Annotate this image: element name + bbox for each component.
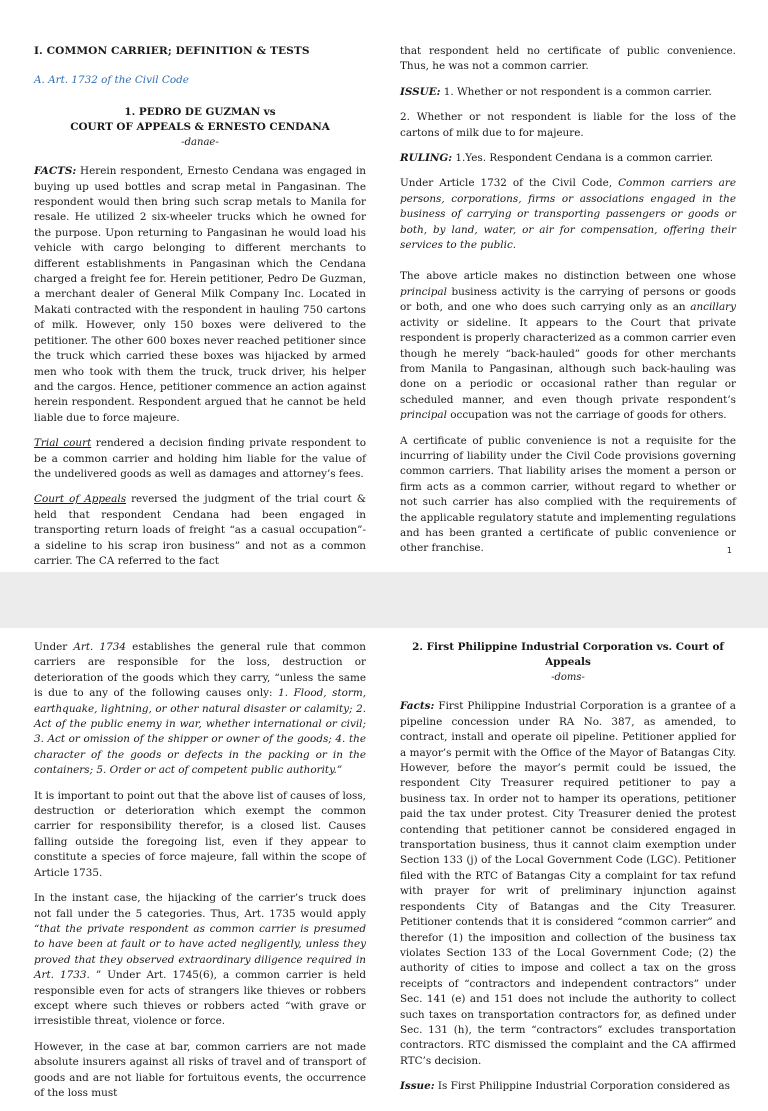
facts-text: First Philippine Industrial Corporation is a grantee of a pipeline concession under RA No. 387, as amended, to contract, install and operate oil pipeline. Petitioner applied for a mayor’s permit with the Office of the Mayor of Batangas City. However, before the mayor’s permit could be issued, the respondent City Treasurer required petitioner to pay a business tax. In order not to hamper its operations, petitioner paid the tax under protest. City Treasurer denied the protest contending that petitioner cannot be considered engaged in transportation business, thus it cannot claim exemption under Section 133 (j) of the Local Government Code (LGC). Petitioner filed with the RTC of Batangas City a complaint for tax refund with prayer for writ of preliminary injunction against respondents City of Batangas and the City Treasurer. Petitioner contends that it is considered “common carrier” and therefor (1) the imposition and collection of the business tax violates Section 133 of the Local Government Code; (2) the authority of cities to impose and collect a tax on the gross receipts of “contractors and independent contractors” under Sec. 141 (e) and 151 does not include the authority to collect such taxes on transportation contractors for, as defined under Sec. 131 (h), the term “contractors” excludes transportation contractors. RTC dismissed the complaint and the CA affirmed RTC’s decision. <box>400 700 736 1067</box>
page2-right-column <box>400 640 736 1105</box>
case-title-line1: 1. PEDRO DE GUZMAN vs <box>124 105 276 118</box>
page1-left-column <box>34 44 366 579</box>
text-span: In the instant case, the hijacking of the carrier’s truck does not fall under the 5 categories. Thus, Art. 1735 would apply <box>34 892 366 920</box>
ruling-label: RULING: <box>400 152 453 165</box>
facts-label: FACTS: <box>34 165 77 178</box>
art-1734-paragraph <box>34 640 366 779</box>
trial-court-text: rendered a decision finding private respondent to be a common carrier and holding him liable for the value of the undelivered goods as well as damages and attorney’s fees. <box>34 437 366 480</box>
italic-term: ancillary <box>690 301 736 314</box>
ruling-text: 1.Yes. Respondent Cendana is a common carrier. <box>452 152 714 165</box>
text-span: The above article makes no distinction between one whose <box>400 270 736 283</box>
italic-term: Art. 1734 <box>73 641 126 653</box>
ruling <box>400 151 736 166</box>
ca-label: Court of Appeals <box>34 493 127 506</box>
issue-1 <box>400 85 736 100</box>
section-heading: I. COMMON CARRIER; DEFINITION & TESTS <box>34 45 310 57</box>
document-page-2 <box>0 628 768 1099</box>
case-title-line1: 2. First Philippine Industrial Corporation vs. Court of <box>412 641 724 653</box>
italic-term: principal <box>400 409 447 422</box>
however-paragraph: However, in the case at bar, common carriers are not made absolute insurers against all risks of travel and of transport of goods and are not liable for fortuitous events, the occurrence of the loss must <box>34 1040 366 1099</box>
issue-1-text: 1. Whether or not respondent is a common carrier. <box>440 85 712 98</box>
page2-left-column <box>34 640 366 1111</box>
page1-right-column <box>400 44 736 598</box>
case-byline: -danae- <box>181 136 219 148</box>
italic-quote: “that the private respondent as common carrier is presumed to have been at fault or to have acted negligently, unless they proved that they observed extraordinary diligence required in Art. 1733. <box>34 922 366 982</box>
text-span: establishes the general rule that common carriers are responsible for the loss, destruction or deterioration of the goods which they carry, “unless the same is due to any of the following causes only: <box>34 641 366 700</box>
facts-label: Facts: <box>400 700 435 713</box>
facts-paragraph <box>34 164 366 426</box>
issue-paragraph <box>400 1079 736 1094</box>
italic-term: principal <box>400 285 447 298</box>
text-span: business activity is the carrying of persons or goods or both, and one who does such carrying only as an <box>400 285 736 314</box>
page-gap <box>0 572 768 628</box>
facts-text: Herein respondent, Ernesto Cendana was engaged in buying up used bottles and scrap metal in Pangasinan. The respondent would then bring such scrap metals to Manila for resale. He utilized 2 six-wheeler trucks which he owned for the purpose. Upon returning to Pangasinan he would load his vehicle with cargo belonging to different merchants to different establishments in Pangasinan which the Cendana charged a freight fee for. Herein petitioner, Pedro De Guzman, a merchant dealer of General Milk Company Inc. Located in Makati contracted with the respondent in hauling 750 cartons of milk. However, only 150 boxes were delivered to the petitioner. The other 600 boxes never reached petitioner since the truck which carried these boxes was hijacked by armed men who took with them the truck, truck driver, his helper and the cargos. Hence, petitioner commence an action against herein respondent. Respondent argued that he cannot be held liable due to force majeure. <box>34 165 366 424</box>
italic-quote: 1. Flood, storm, earthquake, lightning, or other natural disaster or calamity; 2. Act of the public enemy in war, whether international or civil; 3. Act or omission of the shipper or owner of the goods; 4. the character of the goods or defects in the packing or in the containers; 5. Order or act of competent public authority.” <box>34 687 367 777</box>
court-of-appeals-paragraph <box>34 492 366 569</box>
case-byline: -doms- <box>551 672 585 683</box>
instant-case-paragraph <box>34 891 366 1030</box>
trial-court-paragraph <box>34 436 366 482</box>
closed-list-paragraph: It is important to point out that the above list of causes of loss, destruction or deterioration which exempt the common carrier for responsibility therefor, is a closed list. Causes falling outside the foregoing list, even if they appear to constitute a species of force majeure, fall within the scope of Article 1735. <box>34 789 366 879</box>
text-span: Under <box>34 641 74 653</box>
subsection-heading: A. Art. 1732 of the Civil Code <box>34 74 189 87</box>
text-span: activity or sideline. It appears to the Court that private respondent is properly characterized as a common carrier even though he merely “back-hauled” goods for other merchants from Manila to Pangasinan, although such back-hauling was done on a periodic or occasional rather than regular or scheduled manner, and even though private respondent’s <box>400 316 736 406</box>
issue-2: 2. Whether or not respondent is liable for the loss of the cartons of milk due to for majeure. <box>400 111 736 139</box>
issue-label: ISSUE: <box>400 85 441 98</box>
certificate-paragraph: A certificate of public convenience is not a requisite for the incurring of liability under the Civil Code provisions governing common carriers. That liability arises the moment a person or firm acts as a common carrier, without regard to whether or not such carrier has also complied with the requirements of the applicable regulatory statute and implementing regulations and has been granted a certificate of public convenience or other franchise. <box>400 434 736 555</box>
case-title-line2: COURT OF APPEALS & ERNESTO CENDANA <box>70 120 330 133</box>
continued-paragraph: that respondent held no certificate of public convenience. Thus, he was not a common carrier. <box>400 45 736 73</box>
ca-text: reversed the judgment of the trial court & held that respondent Cendana had been engaged in transporting return loads of freight “as a casual occupation”- a sideline to his scrap iron business” and not as a common carrier. The CA referred to the fact <box>34 493 366 567</box>
article-1732-paragraph <box>400 176 736 253</box>
page-number: 1 <box>726 546 732 555</box>
issue-label: Issue: <box>400 1080 435 1093</box>
article-quote: Common carriers are persons, corporations, firms or associations engaged in the business of carrying or transporting passengers or goods or both, by land, water, or air for compensation, offering their services to the public. <box>400 177 736 252</box>
article-intro: Under Article 1732 of the Civil Code, <box>400 177 619 190</box>
facts-paragraph <box>400 699 736 1069</box>
above-article-paragraph <box>400 269 736 423</box>
issue-text: Is First Philippine Industrial Corporation considered as <box>434 1080 730 1093</box>
text-span: occupation was not the carriage of goods for others. <box>446 409 727 422</box>
trial-court-label: Trial court <box>34 437 92 450</box>
case-title-line2: Appeals <box>545 656 591 668</box>
text-span: ” Under Art. 1745(6), a common carrier is held responsible even for acts of strangers like thieves or robbers except where such thieves or robbers acted “with grave or irresistible threat, violence or force. <box>34 969 367 1028</box>
